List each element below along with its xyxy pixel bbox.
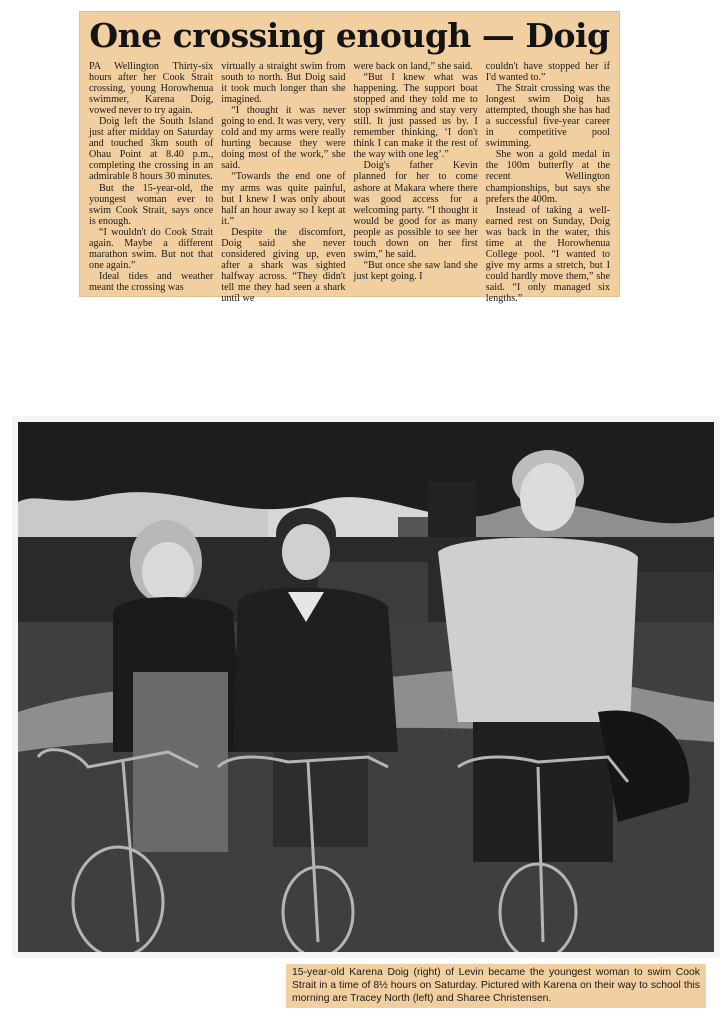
news-photo bbox=[18, 422, 714, 952]
photo-frame bbox=[12, 416, 720, 958]
article-column-4 bbox=[486, 61, 610, 304]
article-column-1 bbox=[89, 61, 213, 304]
paragraph: were back on land,” she said. bbox=[353, 61, 473, 72]
photo-illustration bbox=[18, 422, 714, 952]
paragraph: “But once she saw land she just kept going. I bbox=[353, 259, 478, 282]
paragraph: Ideal tides and weather meant the crossing was bbox=[89, 270, 214, 293]
paragraph: “I thought it was never going to end. It was very, very cold and my arms were really hurting because they were doing most of the work,” she said. bbox=[221, 105, 346, 172]
paragraph: virtually a straight swim from south to north. But Doig said it took much longer than she imagined. bbox=[221, 61, 346, 106]
paragraph: Doig's father Kevin planned for her to come ashore at Makara where there was good access for a welcoming party. “I thought it would be good for as many people as possible to see her touch down on her first swim,” he said. bbox=[353, 160, 478, 260]
article-column-2 bbox=[221, 61, 345, 304]
paragraph: “But I knew what was happening. The support boat stopped and they told me to stop swimming and stay very still. It just passed us by. I remember thinking, ‘I don't think I can make it the rest of the way with one leg’.” bbox=[353, 72, 478, 161]
paragraph: couldn't have stopped her if I'd wanted to.” bbox=[485, 61, 610, 84]
article-headline: One crossing enough — Doig bbox=[89, 16, 610, 55]
paragraph: The Strait crossing was the longest swim Doig has attempted, though she has had a successful five-year career in competitive pool swimming. bbox=[485, 83, 610, 150]
paragraph: But the 15-year-old, the youngest woman ever to swim Cook Strait, says once is enough. bbox=[89, 182, 214, 227]
paragraph: Instead of taking a well-earned rest on Sunday, Doig was back in the water, this time at the Horowhenua College pool. “I wanted to give my arms a stretch, but I could hardly move them,” she said. “I only managed six lengths.” bbox=[485, 204, 610, 304]
paragraph: She won a gold medal in the 100m butterfly at the recent Wellington championships, but says she prefers the 400m. bbox=[485, 149, 610, 205]
photo-caption: 15-year-old Karena Doig (right) of Levin became the youngest woman to swim Cook Strait in a time of 8½ hours on Saturday. Pictured with Karena on their way to school this morning are Tracey North (left) and Sharee Christensen. bbox=[286, 964, 706, 1008]
article-body bbox=[89, 61, 610, 304]
paragraph: “I wouldn't do Cook Strait again. Maybe a different marathon swim. But not that one again.” bbox=[89, 226, 214, 271]
paragraph: “Towards the end one of my arms was quite painful, but I knew I was only about half an hour away so I kept at it.” bbox=[221, 171, 346, 227]
paragraph: PA Wellington Thirty-six hours after her Cook Strait crossing, young Horowhenua swimmer, Karena Doig, vowed never to try again. bbox=[89, 61, 214, 117]
paragraph: Despite the discomfort, Doig said she never considered giving up, even after a shark was sighted halfway across. “They didn't tell me they had seen a shark until we bbox=[221, 226, 346, 304]
article-clipping bbox=[79, 11, 620, 304]
article-column-3 bbox=[354, 61, 478, 304]
paragraph: Doig left the South Island just after midday on Saturday and touched 3km south of Ohau Point at 8.40 p.m., completing the crossing in an admirable 8 hours 30 minutes. bbox=[89, 116, 214, 183]
